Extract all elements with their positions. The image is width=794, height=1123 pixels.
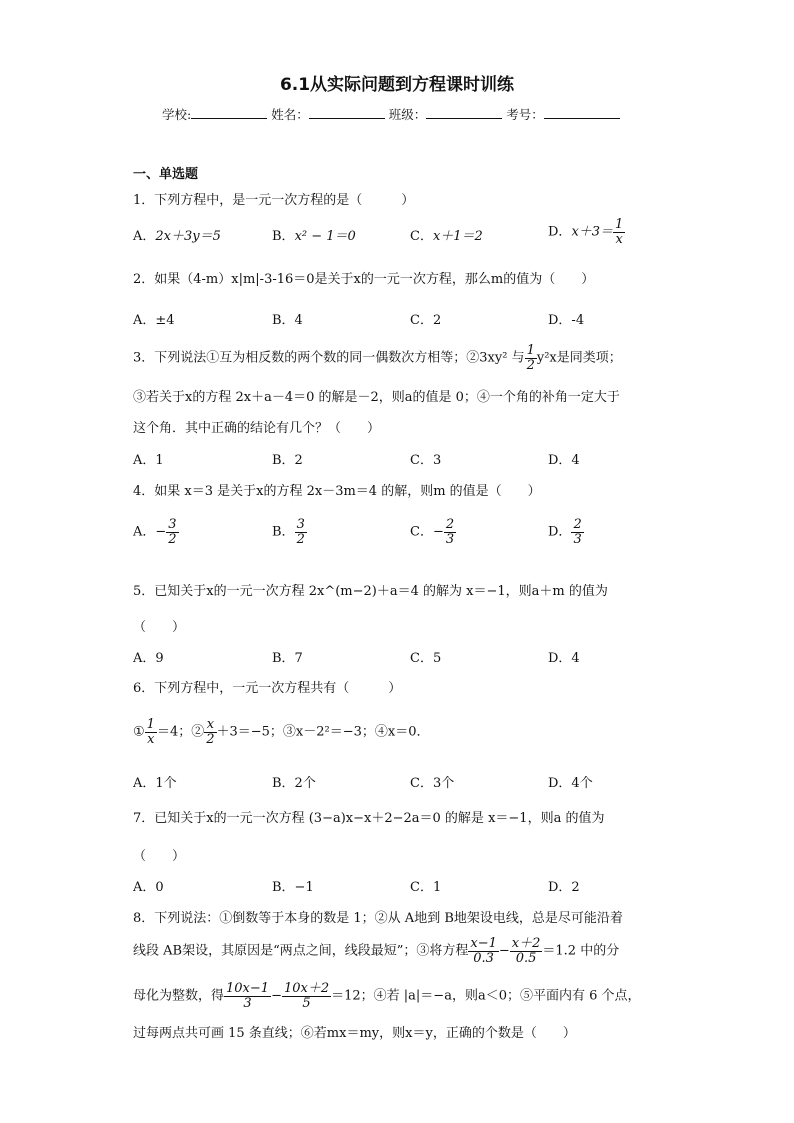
q4-stem: 4．如果 x＝3 是关于x的方程 2x－3m＝4 的解，则m 的值是（ ） (133, 484, 541, 499)
class-blank[interactable] (426, 106, 502, 119)
q7-stem: 7．已知关于x的一元一次方程 (3−a)x−x＋2−2a＝0 的解是 x＝−1，则a 的值为 (133, 811, 605, 826)
q6-option-c[interactable]: C．3个 (410, 776, 455, 791)
q2-stem: 2．如果（4-m）x|m|-3-16＝0是关于x的一元一次方程，那么m的值为（ ） (133, 272, 595, 287)
q5-paren: （ ） (133, 620, 186, 635)
exam-no-label: 考号： (506, 107, 544, 122)
q3-option-a[interactable]: A．1 (133, 453, 164, 468)
q7-option-c[interactable]: C．1 (410, 880, 442, 895)
q8-line3: 母化为整数，得 $\frac{10x-1}{3}$ − $\frac{10x+2}{5}$ ＝12；④若 |a|＝−a，则a＜0；⑤平面内有 6 个点， (133, 981, 641, 1011)
q1-option-d[interactable]: D．x＋3＝ $\frac{1}{x}$ (548, 217, 624, 247)
class-label: 班级： (388, 107, 427, 122)
q3-line1: 3．下列说法①互为相反数的两个数的同一偶数次方相等；②3xy² 与 $\frac{1}{2}$ y²x是同类项； (133, 343, 622, 373)
q8-line1: 8．下列说法：①倒数等于本身的数是 1；②从 A地到 B地架设电线，总是尽可能沿着 (133, 911, 623, 926)
q5-option-a[interactable]: A．9 (133, 651, 164, 666)
q3-option-c[interactable]: C．3 (410, 453, 442, 468)
school-blank[interactable] (191, 106, 267, 119)
name-blank[interactable] (309, 106, 385, 119)
q2-option-b[interactable]: B．4 (272, 313, 303, 328)
q7-option-b[interactable]: B．−1 (272, 880, 314, 895)
student-info-line (162, 106, 620, 122)
q4-option-a[interactable]: A．− $\frac{3}{2}$ (133, 517, 177, 547)
q6-option-b[interactable]: B．2个 (272, 776, 316, 791)
q1-stem: 1．下列方程中，是一元一次方程的是（ ） (133, 193, 415, 208)
q6-option-d[interactable]: D．4个 (548, 776, 593, 791)
q8-line2: 线段 AB架设，其原因是“两点之间，线段最短”；③将方程 $\frac{x-1}{0.3}$ − $\frac{x+2}{0.5}$ ＝1.2 中的分 (133, 936, 620, 966)
section-heading: 一、单选题 (133, 167, 199, 182)
q7-option-d[interactable]: D．2 (548, 880, 580, 895)
q2-option-a[interactable]: A．±4 (133, 313, 175, 328)
school-label: 学校: (162, 107, 192, 122)
q1-option-c[interactable]: C．x＋1＝2 (410, 229, 483, 244)
q4-option-b[interactable]: B． $\frac{3}{2}$ (272, 517, 305, 547)
q2-option-d[interactable]: D．-4 (548, 313, 585, 328)
q5-option-b[interactable]: B．7 (272, 651, 303, 666)
q4-option-c[interactable]: C．− $\frac{2}{3}$ (410, 517, 455, 547)
q5-option-d[interactable]: D．4 (548, 651, 580, 666)
q8-line4: 过每两点共可画 15 条直线；⑥若mx＝my，则x＝y，正确的个数是（ ） (133, 1026, 576, 1041)
q6-items: ① $\frac{1}{x}$ ＝4；② $\frac{x}{2}$ ＋3＝−5；③x－2²＝−3；④x＝0． (133, 717, 430, 747)
q3-option-d[interactable]: D．4 (548, 453, 580, 468)
page-title: 6.1从实际问题到方程课时训练 (279, 75, 515, 95)
q6-stem: 6．下列方程中，一元一次方程共有（ ） (133, 681, 402, 696)
q1-option-a[interactable]: A．2x＋3y＝5 (133, 229, 221, 244)
q3-line2: ③若关于x的方程 2x＋a－4＝0 的解是－2，则a的值是 0；④一个角的补角一定大于 (133, 390, 620, 405)
q6-option-a[interactable]: A．1个 (133, 776, 177, 791)
q5-stem: 5．已知关于x的一元一次方程 2x^(m−2)＋a＝4 的解为 x＝−1，则a＋m 的值为 (133, 584, 608, 599)
q7-option-a[interactable]: A．0 (133, 880, 164, 895)
q2-option-c[interactable]: C．2 (410, 313, 442, 328)
name-label: 姓名： (271, 107, 309, 122)
exam-no-blank[interactable] (544, 106, 620, 119)
q3-line3: 这个角．其中正确的结论有几个？（ ） (133, 421, 381, 436)
q4-option-d[interactable]: D． $\frac{2}{3}$ (548, 517, 582, 547)
q1-option-b[interactable]: B．x² − 1＝0 (272, 229, 356, 244)
q7-paren: （ ） (133, 849, 186, 864)
q5-option-c[interactable]: C．5 (410, 651, 442, 666)
q3-option-b[interactable]: B．2 (272, 453, 303, 468)
